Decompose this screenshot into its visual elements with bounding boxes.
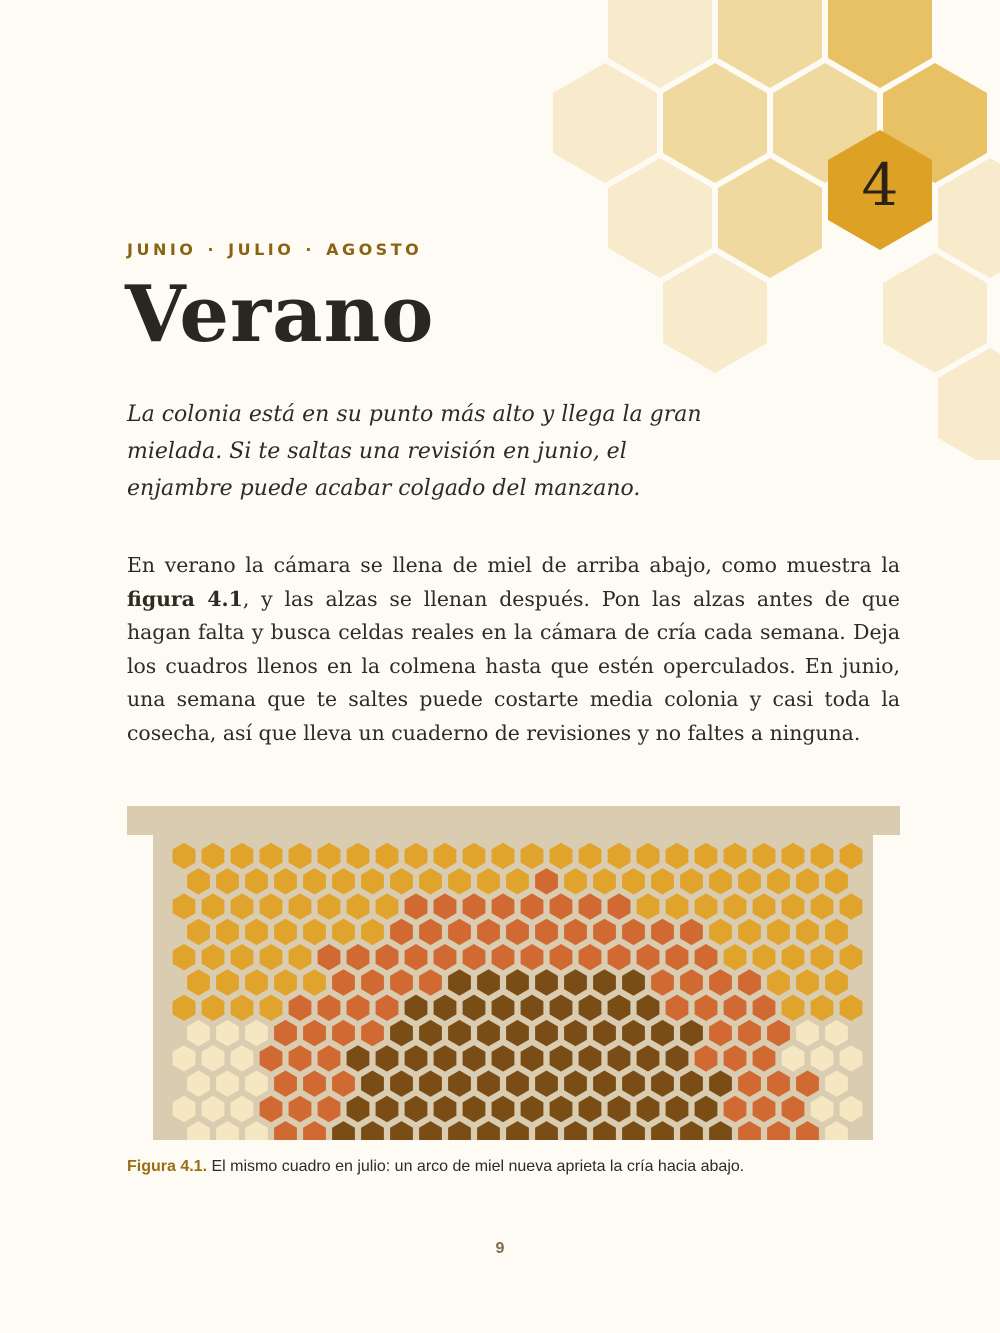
figure-label: Figura 4.1. [127,1158,208,1175]
month-2: JULIO [228,240,295,259]
separator: · [305,240,315,259]
months-kicker [127,240,422,259]
decorative-hexagon [663,253,767,373]
lede-paragraph: La colonia está en su punto más alto y llega la gran mielada. Si te saltas una revisión en junio, el enjambre puede acabar colgado del manzano. [127,402,702,501]
honeycomb-decoration [0,0,1000,460]
month-3: AGOSTO [326,240,423,259]
decorative-hexagon [663,63,767,183]
decorative-hexagon [883,253,987,373]
decorative-hexagon [938,158,1000,278]
chapter-title: Verano [125,269,435,360]
chapter-number: 4 [861,151,899,219]
body-text-2: , y las alzas se llenan después. Pon las alzas antes de que hagan falta y busca celdas reales en la cámara de cría cada semana. Deja los cuadros llenos en la colmena hasta que estén operculados. En junio, una semana que te saltes puede costarte media colonia y casi toda la cosecha, así que lleva un cuaderno de revisiones y no faltes a ninguna. [127,586,900,745]
frame-top-bar [127,806,900,835]
separator: · [207,240,218,259]
decorative-hexagon [718,158,822,278]
month-1: JUNIO [127,240,197,259]
comb-frame-figure [127,806,900,1140]
figure-reference: figura 4.1 [127,586,243,611]
body-paragraph [127,549,900,750]
caption-text: El mismo cuadro en julio: un arco de miel nueva aprieta la cría hacia abajo. [211,1158,745,1175]
page-number: 9 [495,1240,505,1257]
decorative-hexagon [553,63,657,183]
body-text-1: En verano la cámara se llena de miel de arriba abajo, como muestra la [127,553,900,577]
decorative-hexagon [608,158,712,278]
figure-caption [127,1158,900,1176]
